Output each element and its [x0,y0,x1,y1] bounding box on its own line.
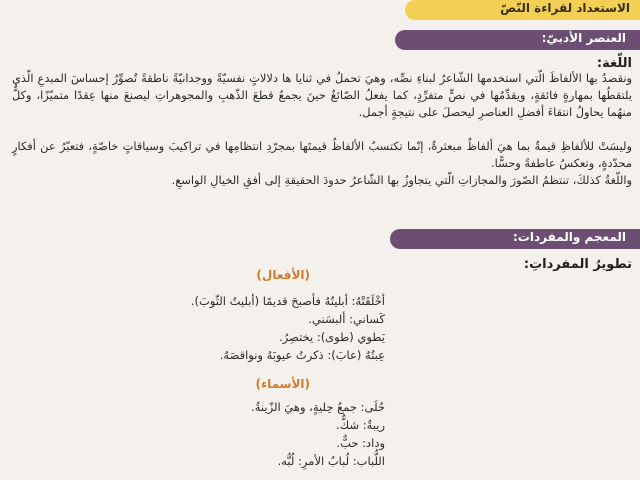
list-item: وداد: حبٌّ. [336,436,385,450]
list-item: اللُّباب: لُبابُ الأمرِ: لُبُّه. [277,454,385,468]
section-tab-label: الاستعداد لقراءة النّصّ [500,1,630,15]
verbs-list [191,292,385,364]
language-heading: اللّغة: [596,56,632,71]
literary-element-label: العنصر الأدبيّ: [541,31,626,45]
literary-element-banner [395,30,640,50]
list-item: كَساني: ألبسَني. [308,312,385,326]
vocabulary-banner [390,229,640,249]
list-item: عِبتُهُ (عابَ): ذكرتُ عيوبَهُ ونواقصَهُ. [219,348,385,362]
paragraph-1: ونقصدُ بها الألفاظَ الّتي استخدمها الشّاعرُ لبناءِ نصِّه، وهيَ تحملُ في ثنايا ها دلالاتٍ نفسيّةً ووجدانيّةً ناطقةً تُصوِّرُ إحساسَ المبدعِ الّذي يلتقطُها بمهارةٍ فائقةٍ، ويقدِّمُها في نصٍّ متفرِّدٍ، كما يفعلُ الصّائغُ حينَ يجمعُ قطعَ الذّهبِ والمجوهراتِ ليصنعَ منها عِقدًا متميّزًا، وكلٌّ منهُما يحاولُ انتقاءَ أفضلِ العناصرِ ليحصلَ على نتيجةٍ أجمل. [12,71,632,119]
section-tab [405,0,640,20]
vocabulary-banner-label: المعجم والمفردات: [512,230,626,244]
paragraph-3: واللّغةُ كذلكَ، تنتظمُ الصّورَ والمجازاتِ الّتي يتجاوزُ بها الشّاعرُ حدودَ الحقيقةِ إلى أفقِ الخيالِ الواسعِ. [171,173,632,187]
list-item: يَطوي (طوى): يختصِرُ. [279,330,385,344]
vocabulary-heading: تطويرُ المفرداتِ: [523,257,632,272]
list-item: حُلَى: جمعُ حِليةٍ، وهيَ الزّينةُ. [251,400,385,414]
nouns-title: (الأسماء) [255,377,310,391]
list-item: ريبةٌ: شكٌّ. [336,418,385,432]
list-item: أخْلَقَتْهُ: أبليتُهُ فأصبحَ قديمًا (أبليتُ الثّوبَ). [190,294,385,308]
verbs-title: (الأفعال) [256,268,310,282]
nouns-list [251,398,385,470]
paragraph-2: وليسَتْ للألفاظِ قيمةٌ بما هيَ ألفاظٌ مبعثرةٌ، إنّما تكتسبُ الألفاظُ قيمتَها بمجرّدِ انتظامِها في تراكيبَ وسياقاتٍ خاصّةٍ، فتعبّرُ عن أفكارٍ محدّدةٍ، وتعكسُ عاطفةً وحسًّا. [12,139,632,170]
